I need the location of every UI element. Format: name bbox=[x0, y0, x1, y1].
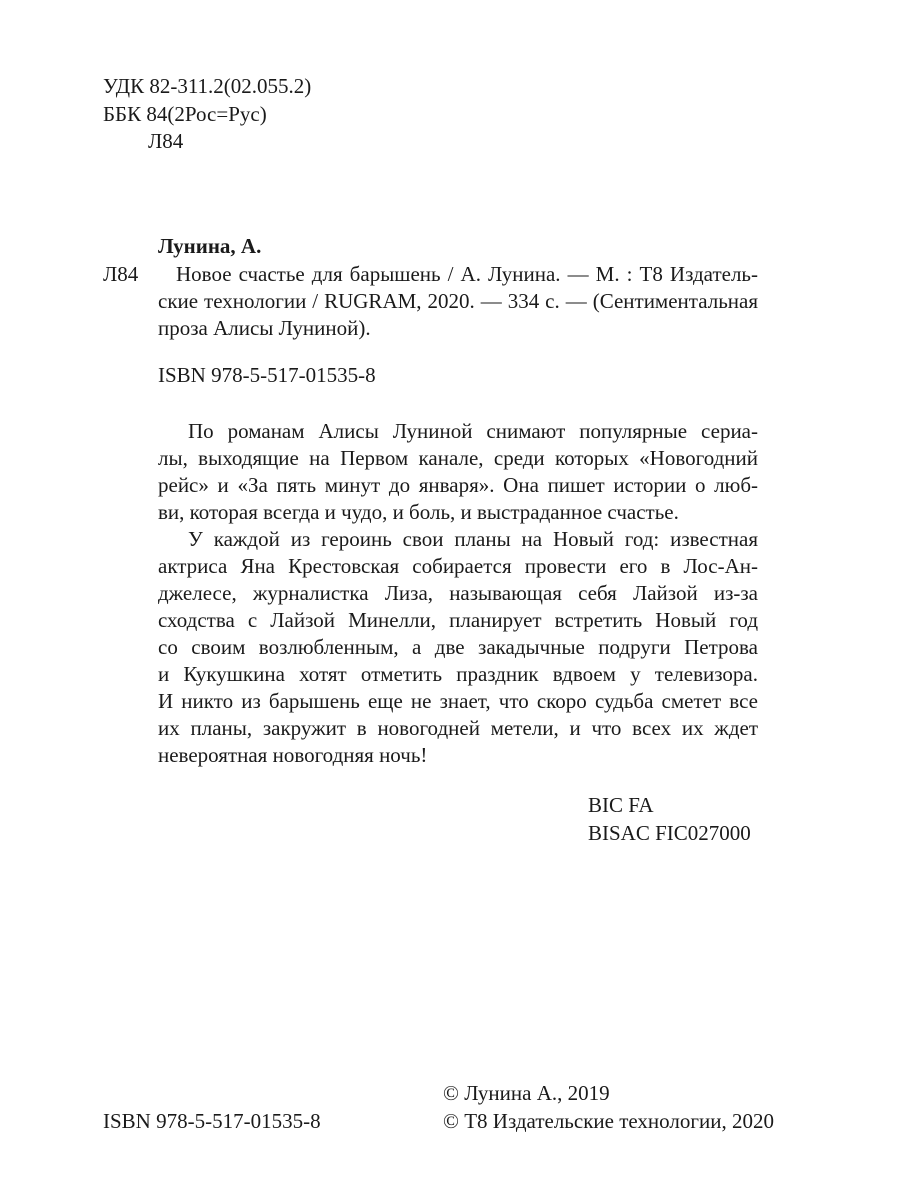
annotation-paragraph-2 bbox=[158, 529, 758, 779]
annotation-line: со своим возлюбленным, а две закадычные подруги Петрова bbox=[158, 635, 758, 659]
author-mark-top: Л84 bbox=[148, 129, 184, 153]
annotation-line: сходства с Лайзой Минелли, планирует встретить Новый год bbox=[158, 608, 758, 632]
annotation-line: лы, выходящие на Первом канале, среди которых «Новогодний bbox=[158, 446, 758, 470]
bisac-code: BISAC FIC027000 bbox=[588, 821, 751, 845]
description-line: проза Алисы Луниной). bbox=[158, 316, 371, 340]
annotation-line: И никто из барышень еще не знает, что скоро судьба сметет все bbox=[158, 689, 758, 713]
description-line: Новое счастье для барышень / А. Лунина. — М. : Т8 Издатель- bbox=[176, 262, 758, 286]
description-line: ские технологии / RUGRAM, 2020. — 334 с. — (Сентиментальная bbox=[158, 289, 758, 313]
author-mark-entry: Л84 bbox=[103, 262, 139, 286]
author-heading: Лунина, А. bbox=[158, 234, 262, 258]
annotation-line: ви, которая всегда и чудо, и боль, и выстраданное счастье. bbox=[158, 500, 679, 524]
bic-code: BIC FA bbox=[588, 793, 654, 817]
bibliographic-description bbox=[158, 264, 758, 344]
annotation-line: их планы, закружит в новогодней метели, и что всех их ждет bbox=[158, 716, 758, 740]
annotation-line: и Кукушкина хотят отметить праздник вдвоем у телевизора. bbox=[158, 662, 758, 686]
footer-isbn: ISBN 978-5-517-01535-8 bbox=[103, 1109, 321, 1133]
copyright-author: © Лунина А., 2019 bbox=[443, 1081, 610, 1105]
annotation-line: невероятная новогодняя ночь! bbox=[158, 743, 428, 767]
udk-code: УДК 82-311.2(02.055.2) bbox=[103, 74, 312, 98]
isbn-entry: ISBN 978-5-517-01535-8 bbox=[158, 363, 376, 387]
annotation-line: рейс» и «За пять минут до января». Она пишет истории о люб- bbox=[158, 473, 758, 497]
annotation-line: У каждой из героинь свои планы на Новый год: известная bbox=[188, 527, 758, 551]
annotation-line: джелесе, журналистка Лиза, называющая себя Лайзой из-за bbox=[158, 581, 758, 605]
copyright-publisher: © Т8 Издательские технологии, 2020 bbox=[443, 1109, 774, 1133]
annotation-line: актриса Яна Крестовская собирается провести его в Лос-Ан- bbox=[158, 554, 758, 578]
annotation-line: По романам Алисы Луниной снимают популярные сериа- bbox=[188, 419, 758, 443]
bbk-code: ББК 84(2Рос=Рус) bbox=[103, 102, 267, 126]
annotation-paragraph-1 bbox=[158, 421, 758, 531]
